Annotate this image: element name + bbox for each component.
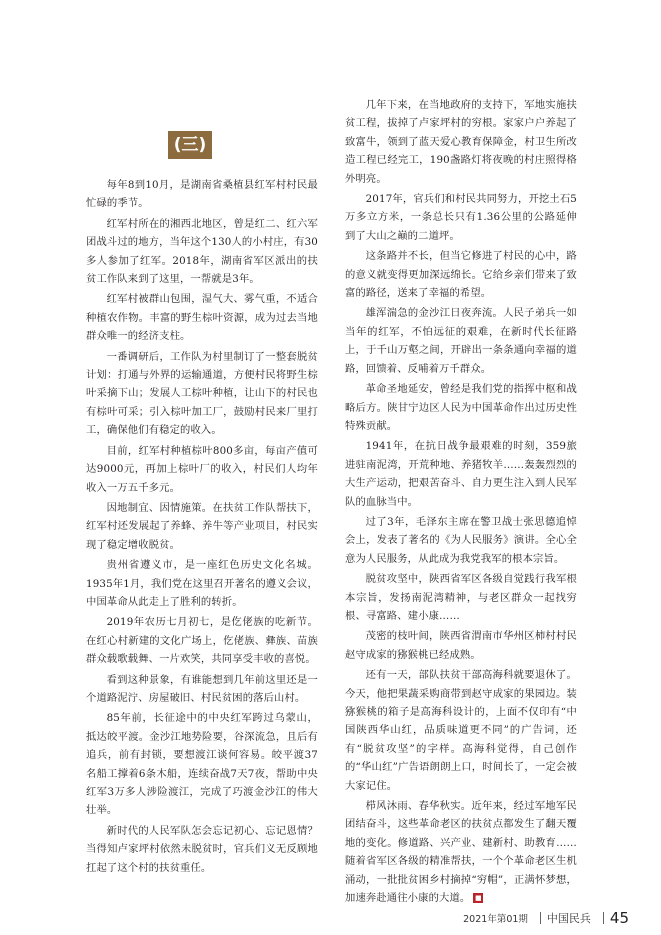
footer-divider: [603, 912, 604, 924]
paragraph: 雄浑湍急的金沙江日夜奔流。人民子弟兵一如当年的红军，不怕远征的艰难，在新时代长征路上，于千山万壑之间，开辟出一条条通向幸福的道路，回馈着、反哺着万千群众。: [345, 307, 577, 375]
paragraph: 红军村所在的湘西北地区，曾是红二、红六军团战斗过的地方，当年这个130人的小村庄，有30多人参加了红军。2018年，湖南省军区派出的扶贫工作队来到了这里，一帮就是3年。: [86, 217, 318, 286]
paragraph: 革命圣地延安，曾经是我们党的指挥中枢和战略后方。陕甘宁边区人民为中国革命作出过历史性特殊贡献。: [345, 383, 577, 432]
paragraph: 新时代的人民军队怎会忘记初心、忘记恩情？当得知卢家坪村依然未脱贫时，官兵们义无反顾地扛起了这个村的扶贫重任。: [86, 824, 318, 874]
paragraph: 看到这种景象，有谁能想到几年前这里还是一个道路泥泞、房屋破旧、村民贫困的落后山村。: [86, 673, 318, 704]
right-column: [345, 96, 577, 909]
page-number: 45: [609, 909, 629, 927]
last-paragraph-text: 栉风沐雨、春华秋实。近年来，经过军地军民团结奋斗，这些革命老区的扶贫点都发生了翻天覆地的变化。修道路、兴产业、建新村、助教育……随着省军区各级的精准帮扶，一个个革命老区生机涌动，一批批贫困乡村摘掉“穷帽”，正满怀梦想，加速奔赴通往小康的大道。: [345, 800, 577, 905]
paragraph: 几年下来，在当地政府的支持下，军地实施扶贫工程，拔掉了卢家坪村的穷根。家家户户养起了致富牛，领到了蓝天爱心教育保障金，村卫生所改造工程已经完工，190盏路灯将夜晚的村庄照得格外明亮。: [345, 99, 577, 185]
paragraph: 红军村被群山包围，湿气大、雾气重，不适合种植农作物。丰富的野生棕叶资源，成为过去当地群众唯一的经济支柱。: [86, 293, 318, 343]
paragraph: 因地制宜、因情施策。在扶贫工作队帮扶下，红军村还发展起了养蜂、养牛等产业项目，村民实现了稳定增收脱贫。: [86, 501, 318, 551]
section-label: (三): [168, 131, 212, 159]
paragraph: 2019年农历七月初七，是仡佬族的吃新节。在红心村新建的文化广场上，仡佬族、彝族、苗族群众载歌载舞、一片欢笑，共同享受丰收的喜悦。: [86, 616, 318, 666]
magazine-name: 中国民兵: [546, 912, 591, 925]
paragraph: 这条路并不长，但当它修进了村民的心中，路的意义就变得更加深远绵长。它给乡亲们带来了致富的路径，送来了幸福的希望。: [345, 250, 577, 300]
page-footer: [463, 907, 629, 929]
issue-label: 2021年第01期: [463, 914, 528, 925]
paragraph: 1941年，在抗日战争最艰难的时刻，359旅进驻南泥湾，开荒种地、养猪牧羊……轰轰烈烈的大生产运动，把艰苦奋斗、自力更生注入到人民军队的血脉当中。: [345, 440, 577, 508]
paragraph: 还有一天，部队扶贫干部高海科就要退休了。今天，他把果蔬采购商带到赵守成家的果园边。装猕猴桃的箱子是高海科设计的，上面不仅印有“中国陕西华山红，品质味道更不同”的广告词，还有“脱贫攻坚”的字样。高海科觉得，自己创作的“华山红”广告语朗朗上口，时间长了，一定会被大家记住。: [345, 669, 577, 792]
paragraph: 85年前，长征途中的中央红军跨过乌蒙山，抵达皎平渡。金沙江地势险要，谷深流急，且后有追兵，前有封锁，要想渡江谈何容易。皎平渡37名船工撑着6条木船，连续奋战7天7夜，帮助中央红军3万多人涉险渡江，完成了巧渡金沙江的伟大壮举。: [86, 712, 318, 817]
paragraph: 脱贫攻坚中，陕西省军区各级自觉践行我军根本宗旨，发扬南泥湾精神，与老区群众一起找穷根、寻富路、建小康……: [345, 573, 577, 622]
left-column: [86, 176, 318, 879]
paragraph: 茂密的枝叶间，陕西省渭南市华州区柿村村民赵守成家的猕猴桃已经成熟。: [345, 630, 577, 661]
paragraph: 2017年，官兵们和村民共同努力，开挖土石5万多立方米，一条总长只有1.36公里的公路延伸到了大山之巅的二道坪。: [345, 193, 577, 242]
paragraph: 贵州省遵义市，是一座红色历史文化名城。1935年1月，我们党在这里召开著名的遵义会议，中国革命从此走上了胜利的转折。: [86, 559, 318, 608]
paragraph: 一番调研后，工作队为村里制订了一整套脱贫计划：打通与外界的运输通道，方便村民将野生棕叶采摘下山；发展人工棕叶种植，让山下的村民也有棕叶可采；引入棕叶加工厂，鼓励村民来厂里打工，确保他们有稳定的收入。: [86, 350, 318, 437]
end-mark-icon: ■: [474, 894, 482, 903]
paragraph: 每年8到10月，是湖南省桑植县红军村村民最忙碌的季节。: [86, 179, 318, 210]
paragraph: [345, 797, 577, 907]
footer-divider: [540, 912, 541, 924]
paragraph: 目前，红军村种植棕叶800多亩，每亩产值可达9000元，再加上棕叶厂的收入，村民们人均年收入一万五千多元。: [86, 444, 318, 494]
paragraph: 过了3年，毛泽东主席在警卫战士张思德追悼会上，发表了著名的《为人民服务》演讲。全心全意为人民服务，从此成为我党我军的根本宗旨。: [345, 515, 577, 565]
